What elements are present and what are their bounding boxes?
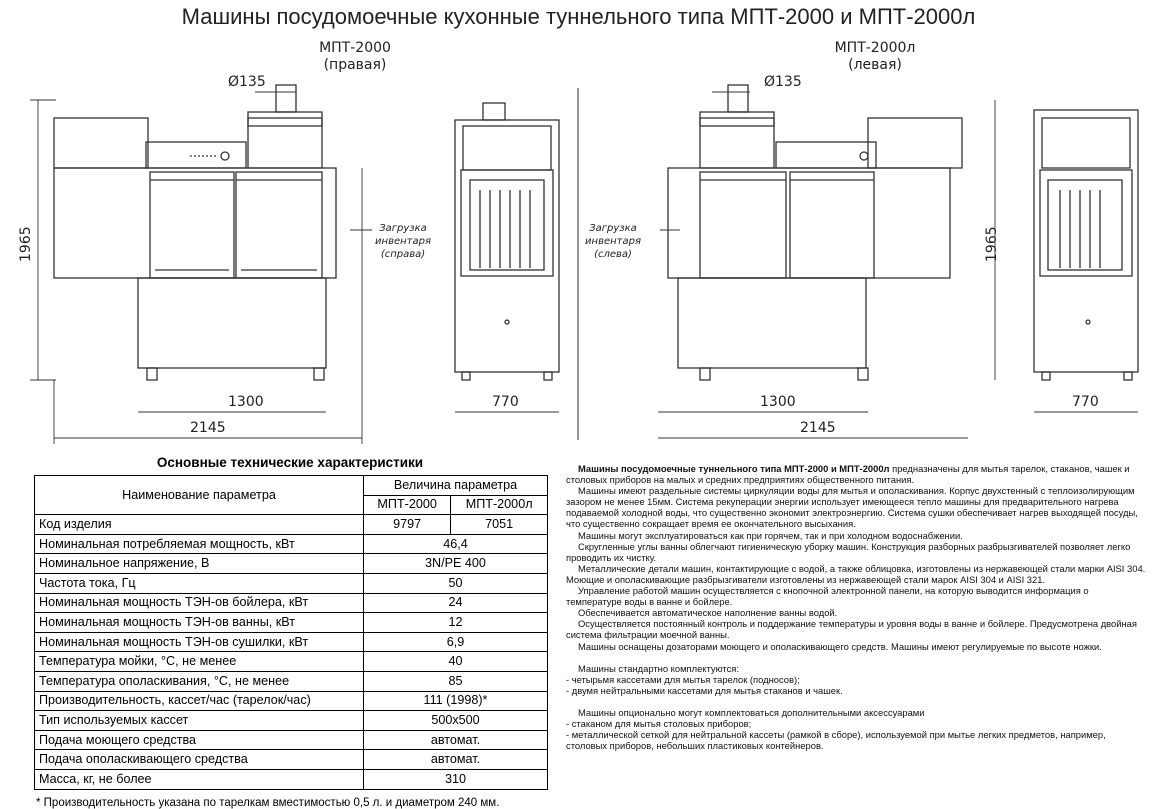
table-row — [35, 691, 548, 711]
header-value: Величина параметра — [364, 476, 548, 496]
description-text — [566, 463, 1146, 751]
table-row — [35, 632, 548, 652]
desc-opt-item: - металлической сеткой для нейтральной кассеты (рамкой в сборе), используемой при мытье легких предметов, например, столовых приборов, небольших пластиковых контейнеров. — [566, 729, 1106, 752]
desc-paragraph: Машины могут эксплуатироваться как при горячем, так и при холодном водоснабжении. — [578, 529, 963, 541]
row-name: Производительность, кассет/час (тарелок/час) — [35, 691, 364, 711]
height-dim-left: 1965 — [984, 226, 1000, 262]
table-row — [35, 671, 548, 691]
width-total-dim-right: 2145 — [190, 420, 226, 436]
diameter-label-right: Ø135 — [228, 74, 266, 90]
table-row — [35, 613, 548, 633]
row-value: 9797 — [364, 515, 451, 535]
row-value: 85 — [364, 671, 548, 691]
row-value: 46,4 — [364, 534, 548, 554]
table-row — [35, 652, 548, 672]
desc-std-item: - двумя нейтральными кассетами для мытья стаканов и чашек. — [566, 684, 843, 696]
desc-intro-rest: предназначены для мытья тарелок, стаканов, чашек и столовых приборов на малых и средних предприятиях общественного питания. — [566, 463, 1130, 486]
front-view-right — [54, 85, 336, 380]
desc-opt-item: - стаканом для мытья столовых приборов; — [566, 717, 752, 729]
row-value: 12 — [364, 613, 548, 633]
row-name: Номинальная потребляемая мощность, кВт — [35, 534, 364, 554]
width-inner-dim-right: 1300 — [228, 394, 264, 410]
desc-paragraph: Машины оснащены дозаторами моющего и ополаскивающего средств. Машины имеют регулируемые по высоте ножки. — [578, 640, 1102, 652]
desc-std-title: Машины стандартно комплектуются: — [578, 662, 739, 674]
table-row — [35, 730, 548, 750]
desc-paragraph: Скругленные углы ванны облегчают гигиеническую уборку машин. Конструкция разборных разбрызгивателей позволяет легко проводить их чистку. — [566, 540, 1131, 563]
row-value: автомат. — [364, 750, 548, 770]
desc-intro — [566, 463, 1146, 485]
side-view-left — [1034, 110, 1138, 380]
loading-note-left: Загрузка инвентаря (слева) — [585, 223, 641, 260]
table-row — [35, 534, 548, 554]
row-value: 40 — [364, 652, 548, 672]
row-value: 3N/PE 400 — [364, 554, 548, 574]
desc-opt-title: Машины опционально могут комплектоваться дополнительными аксессуарами — [578, 706, 925, 718]
row-name: Температура ополаскивания, °С, не менее — [35, 671, 364, 691]
table-row — [35, 515, 548, 535]
width-total-dim-left: 2145 — [800, 420, 836, 436]
table-row — [35, 593, 548, 613]
desc-intro-bold: Машины посудомоечные туннельного типа МПТ-2000 и МПТ-2000л — [578, 463, 890, 474]
row-name: Номинальная мощность ТЭН-ов бойлера, кВт — [35, 593, 364, 613]
row-value: 7051 — [451, 515, 548, 535]
desc-paragraph: Машины имеют раздельные системы циркуляции воды для мытья и ополаскивания. Корпус двухстенный с теплоизолирующим зазором не менее 15мм. Система рекуперации энергии использует имеющееся тепло машины для предварительного нагрева подаваемой холодной воды, что существенно экономит электроэнергию. Система сушки обеспечивает нагрев выходящей посуды, что существенно сокращает время ее окончательного высыхания. — [566, 485, 1138, 530]
row-name: Подача моющего средства — [35, 730, 364, 750]
desc-paragraph: Управление работой машин осуществляется с кнопочной электронной панели, на которую выводится информация о температуре воды в ванне и бойлере. — [566, 585, 1089, 608]
row-name: Подача ополаскивающего средства — [35, 750, 364, 770]
height-dim-right: 1965 — [18, 226, 34, 262]
row-value: 500х500 — [364, 711, 548, 731]
desc-paragraph: Осуществляется постоянный контроль и поддержание температуры и уровня воды в ванне и бойлере. Предусмотрена двойная система фильтрации моечной ванны. — [566, 618, 1137, 641]
table-footnote: * Производительность указана по тарелкам вместимостью 0,5 л. и диаметром 240 мм. — [36, 797, 500, 809]
header-model-1: МПТ-2000 — [364, 495, 451, 515]
header-model-2: МПТ-2000л — [451, 495, 548, 515]
desc-paragraph: Обеспечивается автоматическое наполнение ванны водой. — [578, 607, 838, 619]
model-label-left: МПТ-2000л (левая) — [834, 40, 916, 73]
row-name: Частота тока, Гц — [35, 573, 364, 593]
row-value: 24 — [364, 593, 548, 613]
row-name: Масса, кг, не более — [35, 769, 364, 789]
row-name: Номинальная мощность ТЭН-ов сушилки, кВт — [35, 632, 364, 652]
row-value: 50 — [364, 573, 548, 593]
table-row — [35, 769, 548, 789]
row-name: Номинальное напряжение, В — [35, 554, 364, 574]
row-value: 6,9 — [364, 632, 548, 652]
desc-std-item: - четырьмя кассетами для мытья тарелок (подносов); — [566, 673, 800, 685]
diameter-label-left: Ø135 — [764, 74, 802, 90]
table-row — [35, 573, 548, 593]
row-name: Температура мойки, °С, не менее — [35, 652, 364, 672]
table-row — [35, 554, 548, 574]
table-caption: Основные технические характеристики — [156, 455, 424, 470]
row-value: 310 — [364, 769, 548, 789]
dimension-lines — [30, 92, 1138, 444]
table-row — [35, 711, 548, 731]
spec-table — [34, 475, 548, 790]
row-name: Код изделия — [35, 515, 364, 535]
depth-dim-left: 770 — [1072, 394, 1099, 410]
header-param: Наименование параметра — [35, 476, 364, 515]
page-title: Машины посудомоечные кухонные туннельного типа МПТ-2000 и МПТ-2000л — [181, 4, 976, 29]
loading-note-right: Загрузка инвентаря (справа) — [375, 223, 431, 260]
row-value: автомат. — [364, 730, 548, 750]
side-view-right — [455, 103, 559, 380]
row-name: Тип используемых кассет — [35, 711, 364, 731]
row-name: Номинальная мощность ТЭН-ов ванны, кВт — [35, 613, 364, 633]
table-row — [35, 750, 548, 770]
depth-dim-right: 770 — [492, 394, 519, 410]
desc-paragraph: Металлические детали машин, контактирующие с водой, а также облицовка, изготовлены из нержавеющей стали марки AISI 304. Моющие и ополаскивающие разбрызгиватели изготовлены из нержавеющей стали марок AISI 304 и AISI 321. — [566, 562, 1146, 585]
width-inner-dim-left: 1300 — [760, 394, 796, 410]
model-label-right: МПТ-2000 (правая) — [319, 40, 391, 73]
front-view-left — [668, 85, 962, 380]
row-value: 111 (1998)* — [364, 691, 548, 711]
